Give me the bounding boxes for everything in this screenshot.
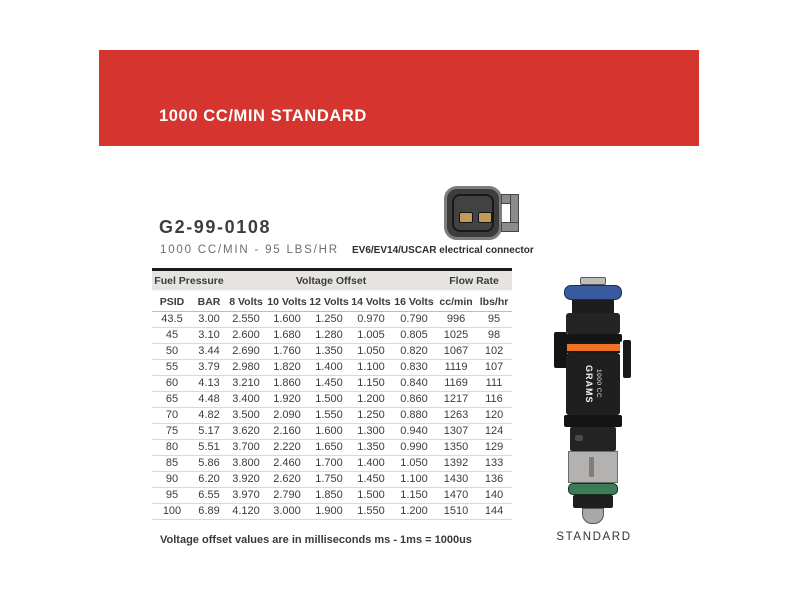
table-body xyxy=(152,312,512,520)
table-row xyxy=(152,344,512,360)
table-cell: 0.990 xyxy=(392,440,436,456)
injector-side-tab xyxy=(623,340,631,378)
table-column-header-row xyxy=(152,291,512,312)
product-subtitle: 1000 CC/MIN - 95 LBS/HR xyxy=(160,244,339,256)
table-row xyxy=(152,328,512,344)
table-cell: 95 xyxy=(476,312,512,328)
table-cell: 4.120 xyxy=(226,504,266,520)
table-cell: 6.89 xyxy=(192,504,226,520)
table-cell: 1307 xyxy=(436,424,476,440)
table-cell: 1.900 xyxy=(308,504,350,520)
table-cell: 3.79 xyxy=(192,360,226,376)
table-cell: 43.5 xyxy=(152,312,192,328)
injector-main-body xyxy=(566,353,620,415)
table-row xyxy=(152,504,512,520)
table-row xyxy=(152,408,512,424)
injector-metal-band xyxy=(568,451,618,483)
table-cell: 144 xyxy=(476,504,512,520)
table-cell: 1470 xyxy=(436,488,476,504)
table-cell: 1263 xyxy=(436,408,476,424)
table-cell: 1350 xyxy=(436,440,476,456)
table-cell: 1.600 xyxy=(308,424,350,440)
injector-orange-band xyxy=(566,342,620,353)
table-cell: 107 xyxy=(476,360,512,376)
table-cell: 1.150 xyxy=(392,488,436,504)
table-column-header: 8 Volts xyxy=(226,291,266,312)
table-column-header: 10 Volts xyxy=(266,291,308,312)
connector-label: EV6/EV14/USCAR electrical connector xyxy=(352,245,534,256)
table-head xyxy=(152,270,512,312)
table-cell: 1.820 xyxy=(266,360,308,376)
table-cell: 45 xyxy=(152,328,192,344)
table-row xyxy=(152,392,512,408)
table-cell: 1.920 xyxy=(266,392,308,408)
table-cell: 3.500 xyxy=(226,408,266,424)
table-cell: 6.55 xyxy=(192,488,226,504)
table-cell: 1.100 xyxy=(350,360,392,376)
table-cell: 50 xyxy=(152,344,192,360)
table-cell: 75 xyxy=(152,424,192,440)
injector-bottom-section xyxy=(573,495,613,508)
table-cell: 5.17 xyxy=(192,424,226,440)
table-cell: 2.090 xyxy=(266,408,308,424)
table-cell: 0.820 xyxy=(392,344,436,360)
table-cell: 1.400 xyxy=(350,456,392,472)
table-cell: 0.970 xyxy=(350,312,392,328)
flow-rate-table xyxy=(152,268,512,520)
connector-pin-right xyxy=(478,212,492,223)
table-cell: 55 xyxy=(152,360,192,376)
table-cell: 95 xyxy=(152,488,192,504)
table-row xyxy=(152,472,512,488)
table-cell: 996 xyxy=(436,312,476,328)
table-row xyxy=(152,488,512,504)
part-number: G2-99-0108 xyxy=(159,217,272,237)
injector-brand-text: GRAMS xyxy=(584,364,594,404)
table-cell: 3.44 xyxy=(192,344,226,360)
table-cell: 1.005 xyxy=(350,328,392,344)
table-cell: 2.220 xyxy=(266,440,308,456)
table-cell: 116 xyxy=(476,392,512,408)
table-column-header: lbs/hr xyxy=(476,291,512,312)
table-column-header: 14 Volts xyxy=(350,291,392,312)
table-cell: 129 xyxy=(476,440,512,456)
table-cell: 1.750 xyxy=(308,472,350,488)
table-cell: 85 xyxy=(152,456,192,472)
injector-upper-body xyxy=(566,313,620,334)
table-group-header: Flow Rate xyxy=(436,270,512,292)
table-cell: 1.400 xyxy=(308,360,350,376)
table-cell: 1.700 xyxy=(308,456,350,472)
page-title: 1000 CC/MIN STANDARD xyxy=(159,107,367,125)
table-cell: 1.200 xyxy=(392,504,436,520)
injector-etched-marking xyxy=(589,457,594,477)
table-cell: 1.350 xyxy=(308,344,350,360)
table-group-header: Fuel Pressure xyxy=(152,270,226,292)
injector-lower-body xyxy=(570,427,616,451)
table-cell: 2.600 xyxy=(226,328,266,344)
table-row xyxy=(152,312,512,328)
table-group-header-row xyxy=(152,270,512,292)
table-cell: 1.680 xyxy=(266,328,308,344)
table-column-header: 16 Volts xyxy=(392,291,436,312)
table-cell: 1.050 xyxy=(350,344,392,360)
table-cell: 1.100 xyxy=(392,472,436,488)
table-cell: 1.550 xyxy=(350,504,392,520)
table-cell: 2.550 xyxy=(226,312,266,328)
table-cell: 3.00 xyxy=(192,312,226,328)
table-cell: 3.210 xyxy=(226,376,266,392)
table-cell: 1.350 xyxy=(350,440,392,456)
table-group-header: Voltage Offset xyxy=(226,270,436,292)
table-cell: 3.800 xyxy=(226,456,266,472)
table-cell: 102 xyxy=(476,344,512,360)
table-cell: 1.050 xyxy=(392,456,436,472)
table-cell: 1169 xyxy=(436,376,476,392)
table-cell: 98 xyxy=(476,328,512,344)
table-cell: 2.620 xyxy=(266,472,308,488)
table-cell: 136 xyxy=(476,472,512,488)
table-cell: 2.980 xyxy=(226,360,266,376)
table-cell: 120 xyxy=(476,408,512,424)
table-cell: 2.790 xyxy=(266,488,308,504)
table-cell: 1.860 xyxy=(266,376,308,392)
table-cell: 0.880 xyxy=(392,408,436,424)
table-cell: 0.830 xyxy=(392,360,436,376)
table-cell: 3.000 xyxy=(266,504,308,520)
table-column-header: cc/min xyxy=(436,291,476,312)
table-cell: 1.250 xyxy=(308,312,350,328)
table-cell: 140 xyxy=(476,488,512,504)
table-cell: 133 xyxy=(476,456,512,472)
table-cell: 1025 xyxy=(436,328,476,344)
table-cell: 1.760 xyxy=(266,344,308,360)
injector-collar xyxy=(564,334,622,342)
table-cell: 0.840 xyxy=(392,376,436,392)
table-cell: 1217 xyxy=(436,392,476,408)
table-cell: 1510 xyxy=(436,504,476,520)
table-cell: 5.86 xyxy=(192,456,226,472)
table-cell: 1.600 xyxy=(266,312,308,328)
table-cell: 80 xyxy=(152,440,192,456)
table-cell: 4.13 xyxy=(192,376,226,392)
table-cell: 60 xyxy=(152,376,192,392)
table-column-header: 12 Volts xyxy=(308,291,350,312)
table-cell: 5.51 xyxy=(192,440,226,456)
table-cell: 3.400 xyxy=(226,392,266,408)
voltage-offset-footnote: Voltage offset values are in milliseconds ms - 1ms = 1000us xyxy=(160,534,472,546)
table-cell: 1.250 xyxy=(350,408,392,424)
table-cell: 1.550 xyxy=(308,408,350,424)
electrical-connector-icon xyxy=(444,186,520,242)
injector-top-cap xyxy=(580,277,606,285)
table-cell: 1.850 xyxy=(308,488,350,504)
table-cell: 2.460 xyxy=(266,456,308,472)
table-cell: 1392 xyxy=(436,456,476,472)
injector-neck xyxy=(572,300,614,313)
table-row xyxy=(152,360,512,376)
table-cell: 4.48 xyxy=(192,392,226,408)
table-cell: 3.920 xyxy=(226,472,266,488)
injector-blue-oring xyxy=(564,285,622,300)
table-cell: 1.450 xyxy=(308,376,350,392)
injector-photo xyxy=(558,277,628,524)
table-cell: 6.20 xyxy=(192,472,226,488)
table-cell: 1.200 xyxy=(350,392,392,408)
table-cell: 1.280 xyxy=(308,328,350,344)
table-cell: 90 xyxy=(152,472,192,488)
table-row xyxy=(152,440,512,456)
table-cell: 111 xyxy=(476,376,512,392)
table-row xyxy=(152,376,512,392)
table-row xyxy=(152,456,512,472)
table-cell: 1.450 xyxy=(350,472,392,488)
connector-body xyxy=(444,186,502,240)
injector-nozzle-tip xyxy=(582,508,604,524)
injector-capacity-text: 1000 CC xyxy=(595,369,602,399)
connector-clip-tab xyxy=(501,194,519,232)
table-cell: 3.700 xyxy=(226,440,266,456)
table-cell: 0.805 xyxy=(392,328,436,344)
table-column-header: BAR xyxy=(192,291,226,312)
injector-lower-detail xyxy=(575,435,583,441)
table-column-header: PSID xyxy=(152,291,192,312)
connector-tab-bottom xyxy=(501,222,519,232)
table-cell: 1.150 xyxy=(350,376,392,392)
table-cell: 1.500 xyxy=(308,392,350,408)
table-cell: 3.10 xyxy=(192,328,226,344)
table-cell: 3.970 xyxy=(226,488,266,504)
table-cell: 70 xyxy=(152,408,192,424)
table-cell: 1430 xyxy=(436,472,476,488)
table-cell: 100 xyxy=(152,504,192,520)
table-cell: 1067 xyxy=(436,344,476,360)
table-cell: 0.860 xyxy=(392,392,436,408)
connector-pin-left xyxy=(459,212,473,223)
table-cell: 1.300 xyxy=(350,424,392,440)
table-cell: 1.500 xyxy=(350,488,392,504)
table-cell: 2.160 xyxy=(266,424,308,440)
injector-green-oring xyxy=(568,483,618,495)
table-cell: 1.650 xyxy=(308,440,350,456)
title-banner xyxy=(99,50,699,146)
table-row xyxy=(152,424,512,440)
injector-joint xyxy=(564,415,622,427)
table-cell: 0.790 xyxy=(392,312,436,328)
table-cell: 124 xyxy=(476,424,512,440)
table-cell: 0.940 xyxy=(392,424,436,440)
injector-caption: STANDARD xyxy=(556,531,632,543)
table-cell: 3.620 xyxy=(226,424,266,440)
table-cell: 2.690 xyxy=(226,344,266,360)
table-cell: 1119 xyxy=(436,360,476,376)
table-cell: 65 xyxy=(152,392,192,408)
table-cell: 4.82 xyxy=(192,408,226,424)
